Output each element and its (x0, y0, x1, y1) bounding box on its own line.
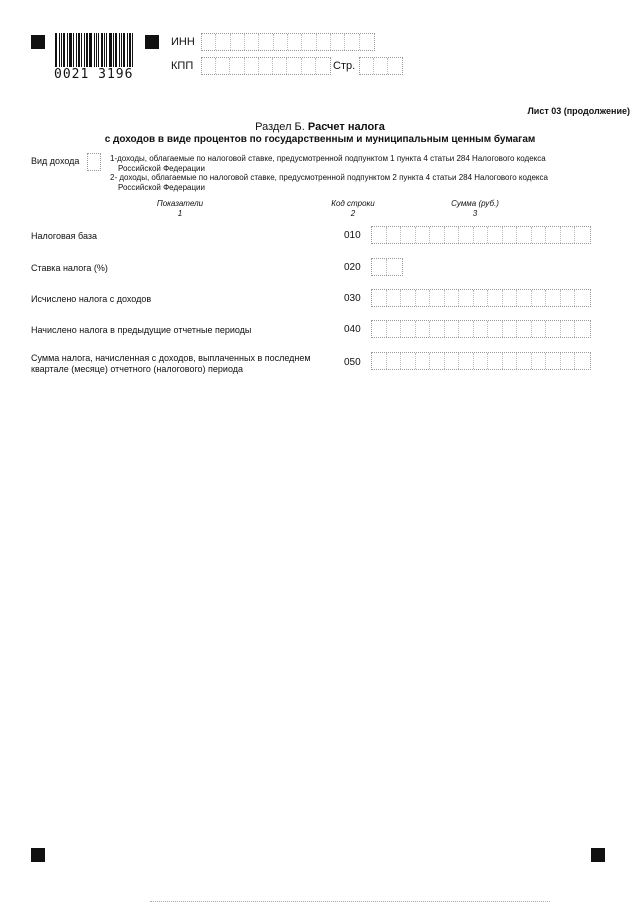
char-cell[interactable] (401, 353, 416, 369)
char-cell[interactable] (517, 321, 532, 337)
char-cell[interactable] (302, 58, 316, 74)
char-cell[interactable] (517, 353, 532, 369)
inn-label: ИНН (171, 36, 195, 48)
char-cell[interactable] (561, 290, 576, 306)
sheet-label: Лист 03 (продолжение) (527, 106, 630, 116)
char-cell[interactable] (231, 34, 245, 50)
char-cell[interactable] (416, 321, 431, 337)
char-cell[interactable] (388, 58, 402, 74)
char-cell[interactable] (503, 353, 518, 369)
char-cell[interactable] (202, 34, 216, 50)
char-cell[interactable] (430, 353, 445, 369)
char-cell[interactable] (230, 58, 244, 74)
registration-marker-top-mid (145, 35, 159, 49)
barcode-number: 0021 3196 (54, 67, 134, 82)
kpp-field[interactable] (201, 57, 331, 75)
registration-marker-bottom-left (31, 848, 45, 862)
char-cell[interactable] (387, 353, 402, 369)
char-cell[interactable] (532, 321, 547, 337)
row-label: Ставка налога (%) (31, 263, 108, 273)
char-cell[interactable] (372, 353, 387, 369)
page-number-field[interactable] (359, 57, 403, 75)
char-cell[interactable] (317, 34, 331, 50)
row-code: 010 (344, 230, 361, 241)
char-cell[interactable] (372, 321, 387, 337)
char-cell[interactable] (202, 58, 216, 74)
row-label: Начислено налога в предыдущие отчетные периоды (31, 325, 252, 335)
char-cell[interactable] (575, 290, 590, 306)
row-label: Налоговая база (31, 231, 97, 241)
char-cell[interactable] (387, 321, 402, 337)
row-label: Сумма налога, начисленная с доходов, выплаченных в последнем квартале (месяце) отчетного (налогового) периода (31, 353, 311, 374)
char-cell[interactable] (372, 227, 387, 243)
char-cell[interactable] (546, 290, 561, 306)
char-cell[interactable] (387, 227, 402, 243)
char-cell[interactable] (430, 321, 445, 337)
char-cell[interactable] (331, 34, 345, 50)
char-cell[interactable] (459, 227, 474, 243)
column-header-amount: Сумма (руб.) 3 (451, 199, 499, 218)
char-cell[interactable] (561, 353, 576, 369)
char-cell[interactable] (372, 290, 387, 306)
amount-field[interactable] (371, 320, 591, 338)
section-title (0, 121, 640, 133)
char-cell[interactable] (459, 353, 474, 369)
row-code: 050 (344, 357, 361, 368)
section-subtitle: с доходов в виде процентов по государственным и муниципальным ценным бумагам (104, 134, 536, 145)
registration-marker-top-left (31, 35, 45, 49)
char-cell[interactable] (387, 259, 402, 275)
char-cell[interactable] (532, 290, 547, 306)
char-cell[interactable] (302, 34, 316, 50)
char-cell[interactable] (416, 227, 431, 243)
char-cell[interactable] (575, 321, 590, 337)
char-cell[interactable] (374, 58, 388, 74)
char-cell[interactable] (259, 58, 273, 74)
char-cell[interactable] (274, 34, 288, 50)
char-cell[interactable] (401, 321, 416, 337)
income-type-option-2: 2- доходы, облагаемые по налоговой ставке, предусмотренной подпунктом 2 пункта 4 статьи 284 Налогового кодекса Российской Федерации (110, 173, 548, 192)
char-cell[interactable] (575, 227, 590, 243)
char-cell[interactable] (259, 34, 273, 50)
column-header-line-code: Код строки 2 (331, 199, 375, 218)
income-type-option-1: 1-доходы, облагаемые по налоговой ставке, предусмотренной подпунктом 1 пункта 4 статьи 284 Налогового кодекса Российской Федерации (110, 154, 546, 173)
char-cell[interactable] (459, 321, 474, 337)
char-cell[interactable] (273, 58, 287, 74)
char-cell[interactable] (503, 290, 518, 306)
amount-field[interactable] (371, 226, 591, 244)
char-cell[interactable] (474, 321, 489, 337)
char-cell[interactable] (288, 34, 302, 50)
char-cell[interactable] (445, 321, 460, 337)
char-cell[interactable] (216, 58, 230, 74)
rate-field[interactable] (371, 258, 403, 276)
char-cell[interactable] (430, 227, 445, 243)
char-cell[interactable] (372, 259, 387, 275)
char-cell[interactable] (245, 58, 259, 74)
char-cell[interactable] (360, 58, 374, 74)
section-number: Раздел Б. (255, 121, 305, 133)
char-cell[interactable] (416, 353, 431, 369)
char-cell[interactable] (561, 321, 576, 337)
char-cell[interactable] (503, 321, 518, 337)
char-cell[interactable] (575, 353, 590, 369)
char-cell[interactable] (488, 353, 503, 369)
registration-marker-bottom-right (591, 848, 605, 862)
char-cell[interactable] (546, 227, 561, 243)
char-cell[interactable] (88, 154, 100, 170)
inn-field[interactable] (201, 33, 375, 51)
char-cell[interactable] (532, 227, 547, 243)
char-cell[interactable] (517, 290, 532, 306)
char-cell[interactable] (387, 290, 402, 306)
row-code: 030 (344, 293, 361, 304)
barcode-icon (55, 33, 135, 67)
char-cell[interactable] (401, 290, 416, 306)
char-cell[interactable] (445, 227, 460, 243)
kpp-label: КПП (171, 60, 194, 72)
char-cell[interactable] (416, 290, 431, 306)
row-code: 020 (344, 262, 361, 273)
amount-field[interactable] (371, 352, 591, 370)
row-code: 040 (344, 324, 361, 335)
char-cell[interactable] (517, 227, 532, 243)
char-cell[interactable] (445, 353, 460, 369)
row-label: Исчислено налога с доходов (31, 294, 152, 304)
page-number-label: Стр. (333, 60, 356, 72)
char-cell[interactable] (401, 227, 416, 243)
char-cell[interactable] (546, 353, 561, 369)
income-type-field[interactable] (87, 153, 101, 171)
column-header-indicators: Показатели 1 (156, 199, 204, 218)
char-cell[interactable] (287, 58, 301, 74)
amount-field[interactable] (371, 289, 591, 307)
section-title-bold: Расчет налога (307, 121, 385, 133)
char-cell[interactable] (245, 34, 259, 50)
char-cell[interactable] (532, 353, 547, 369)
char-cell[interactable] (430, 290, 445, 306)
char-cell[interactable] (459, 290, 474, 306)
char-cell[interactable] (503, 227, 518, 243)
char-cell[interactable] (488, 227, 503, 243)
char-cell[interactable] (216, 34, 230, 50)
char-cell[interactable] (488, 321, 503, 337)
char-cell[interactable] (474, 290, 489, 306)
char-cell[interactable] (488, 290, 503, 306)
char-cell[interactable] (360, 34, 374, 50)
char-cell[interactable] (316, 58, 330, 74)
page-bottom-edge (150, 901, 550, 902)
char-cell[interactable] (546, 321, 561, 337)
income-type-label: Вид дохода (31, 156, 80, 166)
char-cell[interactable] (561, 227, 576, 243)
char-cell[interactable] (474, 353, 489, 369)
char-cell[interactable] (474, 227, 489, 243)
char-cell[interactable] (345, 34, 359, 50)
char-cell[interactable] (445, 290, 460, 306)
